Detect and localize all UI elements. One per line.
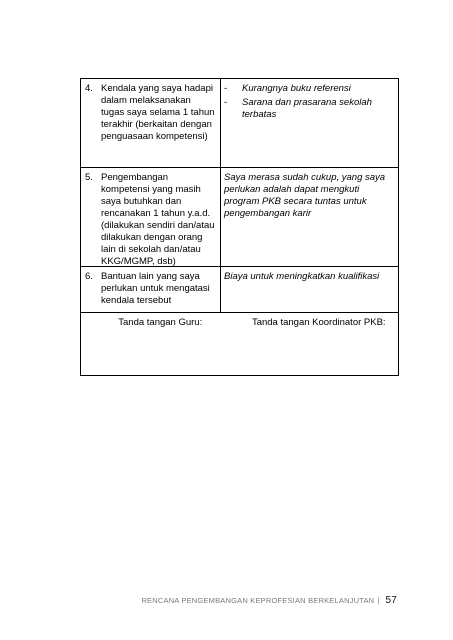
question-number: 4. <box>85 83 93 94</box>
answer-item <box>224 97 394 121</box>
question-cell <box>81 267 221 312</box>
answer-list <box>224 83 394 121</box>
form-row-4 <box>81 79 398 168</box>
answer-item <box>224 83 394 95</box>
form-row-5 <box>81 168 398 267</box>
answer-text: Biaya untuk meningkatkan kualifikasi <box>224 271 380 282</box>
page-footer <box>141 595 397 606</box>
question-cell <box>81 168 221 266</box>
answer-cell <box>221 79 398 167</box>
pkb-form-table <box>80 78 399 376</box>
question-cell <box>81 79 221 167</box>
question-text: Bantuan lain yang saya perlukan untuk mengatasi kendala tersebut <box>101 271 210 306</box>
question <box>85 271 216 307</box>
bullet-dash: - <box>224 83 228 94</box>
bullet-dash: - <box>224 97 228 108</box>
question-number: 5. <box>85 172 93 183</box>
answer-cell <box>221 267 398 312</box>
page-number: 57 <box>385 595 397 606</box>
question <box>85 172 216 268</box>
answer-text: Kurangnya buku referensi <box>242 83 351 94</box>
footer-separator: | <box>377 596 380 605</box>
question-number: 6. <box>85 271 93 282</box>
question <box>85 83 216 143</box>
question-text: Pengembangan kompetensi yang masih saya butuhkan dan rencanakan 1 tahun y.a.d. (dilakukan sendiri dan/atau dilakukan dengan orang lain di sekolah dan/atau KKG/MGMP, dsb) <box>101 172 215 267</box>
answer-text: Sarana dan prasarana sekolah terbatas <box>242 97 372 120</box>
coordinator-signature-label: Tanda tangan Koordinator PKB: <box>251 317 386 328</box>
form-row-6 <box>81 267 398 313</box>
footer-title: RENCANA PENGEMBANGAN KEPROFESIAN BERKELANJUTAN <box>141 596 375 605</box>
answer-cell <box>221 168 398 266</box>
answer-text: Saya merasa sudah cukup, yang saya perlukan adalah dapat mengkuti program PKB secara tuntas untuk pengembangan karir <box>224 172 386 219</box>
question-text: Kendala yang saya hadapi dalam melaksanakan tugas saya selama 1 tahun terakhir (berkaitan dengan penguasaan kompetensi) <box>101 83 215 142</box>
signature-row <box>81 313 398 375</box>
teacher-signature-label: Tanda tangan Guru: <box>118 317 203 328</box>
